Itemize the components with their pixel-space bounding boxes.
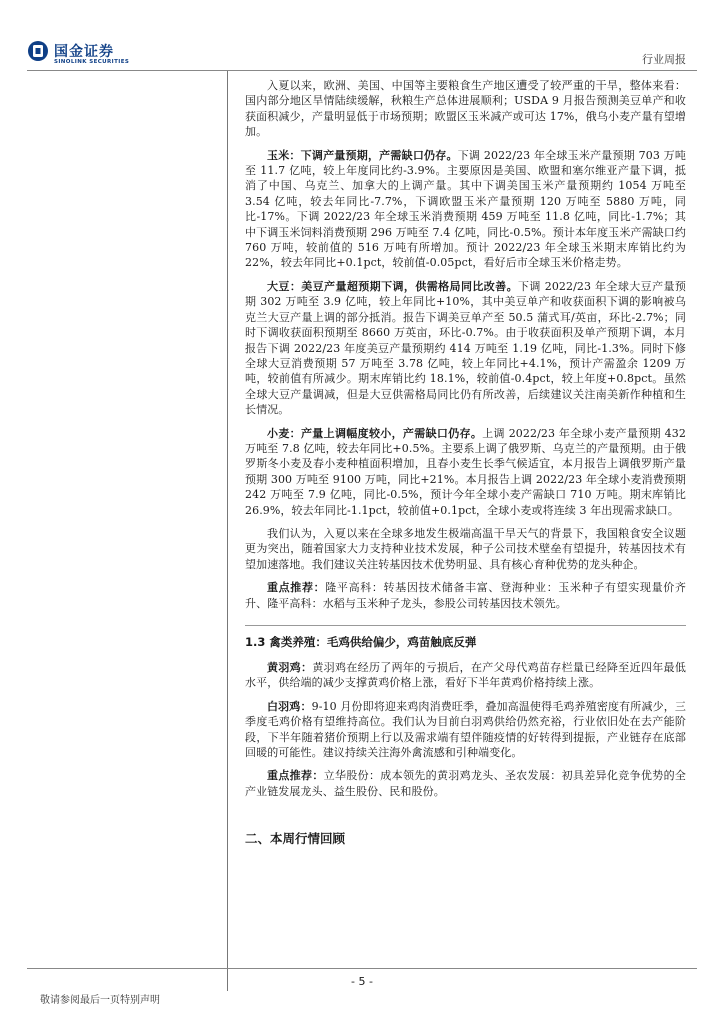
main-content [245,78,686,847]
paragraph-lead: 小麦：产量上调幅度较小，产需缺口仍存。 [267,426,483,440]
sinolink-logo [27,40,157,70]
paragraph [245,148,686,271]
paragraph-text: 上调 2022/23 年全球小麦产量预期 432 万吨至 7.8 亿吨，较去年同比+0.5%。主要系上调了俄罗斯、乌克兰的产量预期。由于俄罗斯冬小麦及春小麦种植面积增加，且春小麦生长季气候适宜，本月报告上调俄罗斯产量预期 300 万吨至 9100 万吨，同比+21%。本月报告上调 2022/23 年全球小麦消费预期 242 万吨至 7.9 亿吨，同比-0.5%，预计今年全球小麦产需缺口 710 万吨。期末库销比 26.9%，较去年同比-1.1pct，较前值+0.1pct，全球小麦或将连续 3 年出现需求缺口。 [245,426,686,517]
section-heading-1-3: 1.3 禽类养殖：毛鸡供给偏少，鸡苗触底反弹 [245,625,686,650]
body-paragraphs [245,78,686,611]
paragraph-text: 黄羽鸡在经历了两年的亏损后，在产父母代鸡苗存栏量已经降至近四年最低水平，供给端的减少支撑黄鸡价格上涨，看好下半年黄鸡价格持续上涨。 [245,661,686,690]
paragraph-text: 9-10 月份即将迎来鸡肉消费旺季，叠加高温使得毛鸡养殖密度有所减少，三季度毛鸡价格有望维持高位。我们认为目前白羽鸡供给仍然充裕，行业依旧处在去产能阶段，下半年随着猪价预期上行以及需求端有望伴随疫情的好转得到提振，产业链存在底部回暖的可能性。建议持续关注海外禽流感和引种端变化。 [245,699,686,760]
paragraph [245,526,686,572]
paragraph-lead: 白羽鸡： [267,699,312,713]
paragraph-text: 下调 2022/23 年全球玉米产量预期 703 万吨至 11.7 亿吨，较上年度同比约-3.9%。主要原因是美国、欧盟和塞尔维亚产量下调，抵消了中国、乌克兰、加拿大的上调产量。其中下调美国玉米产量预期约 1054 万吨至 3.54 亿吨，较去年同比-7.7%，下调欧盟玉米产量预期 120 万吨至 5880 万吨，同比-17%。下调 2022/23 年全球玉米消费预期 459 万吨至 11.8 亿吨，同比-1.7%；其中下调玉米饲料消费预期 296 万吨至 7.4 亿吨，同比-0.5%。预计本年度玉米产需缺口约 760 万吨，较前值的 516 万吨有所增加。预计 2022/23 年全球玉米期末库销比约为 22%，较去年同比+0.1pct，较前值-0.05pct，看好后市全球玉米价格走势。 [245,148,686,270]
paragraph [245,426,686,518]
paragraph [245,768,686,799]
paragraph-lead: 大豆：美豆产量超预期下调，供需格局同比改善。 [267,279,518,293]
paragraph-text: 隆平高科：转基因技术储备丰富、登海种业：玉米种子有望实现量价齐升、隆平高科：水稻与玉米种子龙头，参股公司转基因技术领先。 [245,581,686,610]
paragraph-lead: 玉米：下调产量预期，产需缺口仍存。 [267,148,458,162]
footer-divider [27,968,697,969]
margin-divider [227,71,228,991]
logo-mark-icon [27,40,49,62]
section-1-3-paragraphs [245,660,686,799]
paragraph-text: 我们认为，入夏以来在全球多地发生极端高温干旱天气的背景下，我国粮食安全议题更为突出，随着国家大力支持种业技术发展，种子公司技术壁垒有望提升，转基因技术有望加速落地。我们建议关注转基因技术优势明显、具有核心育种优势的龙头种企。 [245,526,686,571]
paragraph [245,660,686,691]
paragraph [245,699,686,761]
paragraph-lead: 黄羽鸡： [267,661,313,674]
paragraph [245,78,686,140]
page-header [0,0,724,76]
logo-text-en: SINOLINK SECURITIES [54,59,130,65]
section-heading-2: 二、本周行情回顾 [245,831,346,847]
paragraph [245,580,686,611]
paragraph-text: 下调 2022/23 年全球大豆产量预期 302 万吨至 3.9 亿吨，较上年同比+10%，其中美豆单产和收获面积下调的影响被乌克兰大豆产量上调的部分抵消。报告下调美豆单产至 50.5 蒲式耳/英亩，环比-2.7%；同时下调收获面积预期至 8660 万英亩，环比-0.7%。由于收获面积及单产预期下调，本月报告下调 2022/23 年度美豆产量预期约 414 万吨至 1.19 亿吨，同比-1.3%。同时下修全球大豆消费预期 57 万吨至 3.78 亿吨，较上年同比+4.1%，预计产需盈余 1209 万吨，较前值有所减少。期末库销比约 18.1%，较前值-0.4pct，较上年度+0.8pct。虽然全球大豆产量调减，但是大豆供需格局同比仍有所改善，后续建议关注南美新作种植和生长情况。 [245,279,686,417]
paragraph-lead: 重点推荐： [267,581,326,595]
header-divider [27,70,697,71]
report-type-label: 行业周报 [642,53,686,66]
page-number: - 5 - [351,975,373,988]
paragraph-text: 立华股份：成本领先的黄羽鸡龙头、圣农发展：初具差异化竞争优势的全产业链发展龙头、益生股份、民和股份。 [245,769,686,798]
paragraph-lead: 重点推荐： [267,769,324,783]
paragraph [245,279,686,418]
disclaimer-note: 敬请参阅最后一页特别声明 [40,995,160,1006]
paragraph-text: 入夏以来，欧洲、美国、中国等主要粮食生产地区遭受了较严重的干旱，整体来看：国内部分地区旱情陆续缓解，秋粮生产总体进展顺利；USDA 9 月报告预测美豆单产和收获面积减少，产量明显低于市场预期；欧盟区玉米减产或可达 17%，俄乌小麦产量有望增加。 [245,79,686,139]
logo-text-cn: 国金证券 [54,44,114,60]
